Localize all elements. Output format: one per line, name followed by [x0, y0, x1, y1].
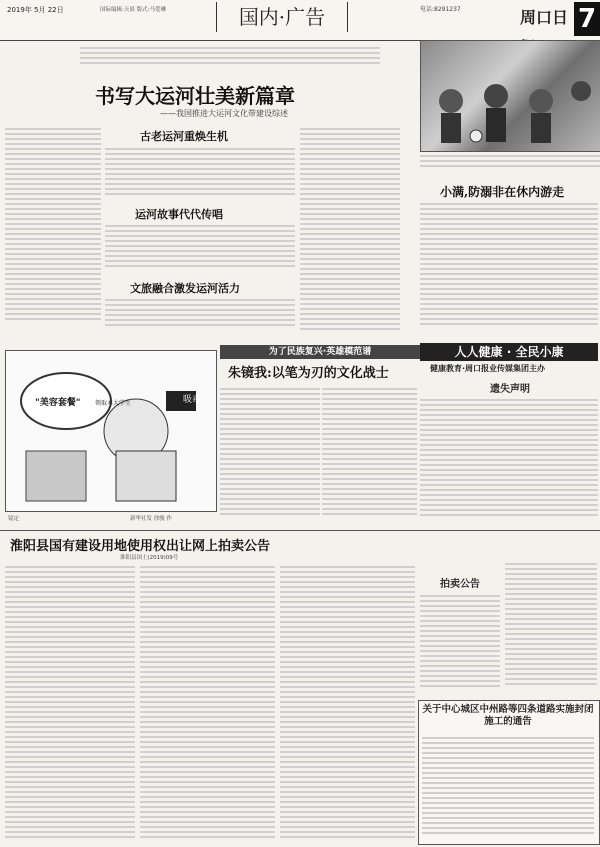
- auction-notice-text: [420, 592, 500, 692]
- intro-text-block: [80, 44, 380, 72]
- main-article-subtitle: ——我国推进大运河文化带建设综述: [160, 109, 288, 118]
- main-article-title: 书写大运河壮美新篇章: [95, 84, 295, 108]
- section-title: 国内·广告: [216, 2, 348, 32]
- culture-text-1: [220, 385, 320, 525]
- cartoon-illustration-icon: [6, 351, 216, 511]
- page-number: 7: [574, 2, 600, 36]
- children-photo: [420, 40, 600, 152]
- health-banner: 人人健康 · 全民小康: [420, 343, 598, 361]
- cartoon-side-label: 镜定: [8, 516, 20, 522]
- issue-date: 2019年 5月 22日: [7, 6, 64, 14]
- culture-title: 朱镜我:以笔为刃的文化战士: [228, 366, 389, 381]
- section-heading-1: 古老运河重焕生机: [140, 130, 228, 143]
- cartoon-bubble-text: "美容套餐": [35, 398, 81, 408]
- cartoon-sign-text: 领取本大学生: [95, 400, 132, 407]
- page-header: [0, 0, 600, 41]
- health-subbanner: 健康教育·周口报业传媒集团主办: [430, 364, 546, 373]
- newspaper-logo: 周口日: [520, 8, 569, 27]
- land-notice-rule: [0, 530, 600, 531]
- kids-running-icon: [421, 41, 600, 151]
- feature-text: [420, 200, 598, 330]
- section-heading-3: 文旅融合激发运河活力: [130, 282, 240, 295]
- land-notice-number: 淮阳县国土(2019)09号: [120, 555, 179, 561]
- article-column-2: [105, 145, 295, 200]
- cartoon-box: [5, 350, 217, 512]
- culture-kicker: 为了民族复兴·英雄模范谱: [220, 345, 420, 359]
- article-column-3: [105, 222, 295, 272]
- land-notice-text-3: [280, 563, 415, 843]
- cartoon-label: 吸毒: [183, 395, 202, 405]
- land-notice-text-1: [5, 563, 135, 843]
- photo-caption: [420, 152, 600, 178]
- loss-notice-title: 遗失声明: [490, 384, 530, 395]
- road-notice-title: 关于中心城区中州路等四条道路实施封闭施工的通告: [422, 704, 594, 727]
- road-notice-text: [422, 734, 594, 839]
- article-column-5: [300, 125, 400, 335]
- land-notice-text-2: [140, 563, 275, 843]
- editor-info: 国际编辑:天晨 版式:马爱琳: [100, 7, 166, 13]
- cartoon-caption: 新华社发 徐骏 作: [130, 516, 172, 522]
- land-notice-title: 淮阳县国有建设用地使用权出让网上拍卖公告: [10, 539, 271, 554]
- feature-title: 小满,防溺非在休内游走: [440, 185, 565, 199]
- culture-text-2: [322, 385, 417, 525]
- paper-info: 电话:8291237: [420, 6, 461, 13]
- auction-side-text: [505, 560, 597, 695]
- loss-notices-text: [420, 396, 598, 526]
- auction-notice-title: 拍卖公告: [440, 579, 480, 590]
- section-heading-2: 运河故事代代传唱: [135, 208, 223, 221]
- article-column-4: [105, 296, 295, 336]
- article-column-1: [5, 125, 101, 325]
